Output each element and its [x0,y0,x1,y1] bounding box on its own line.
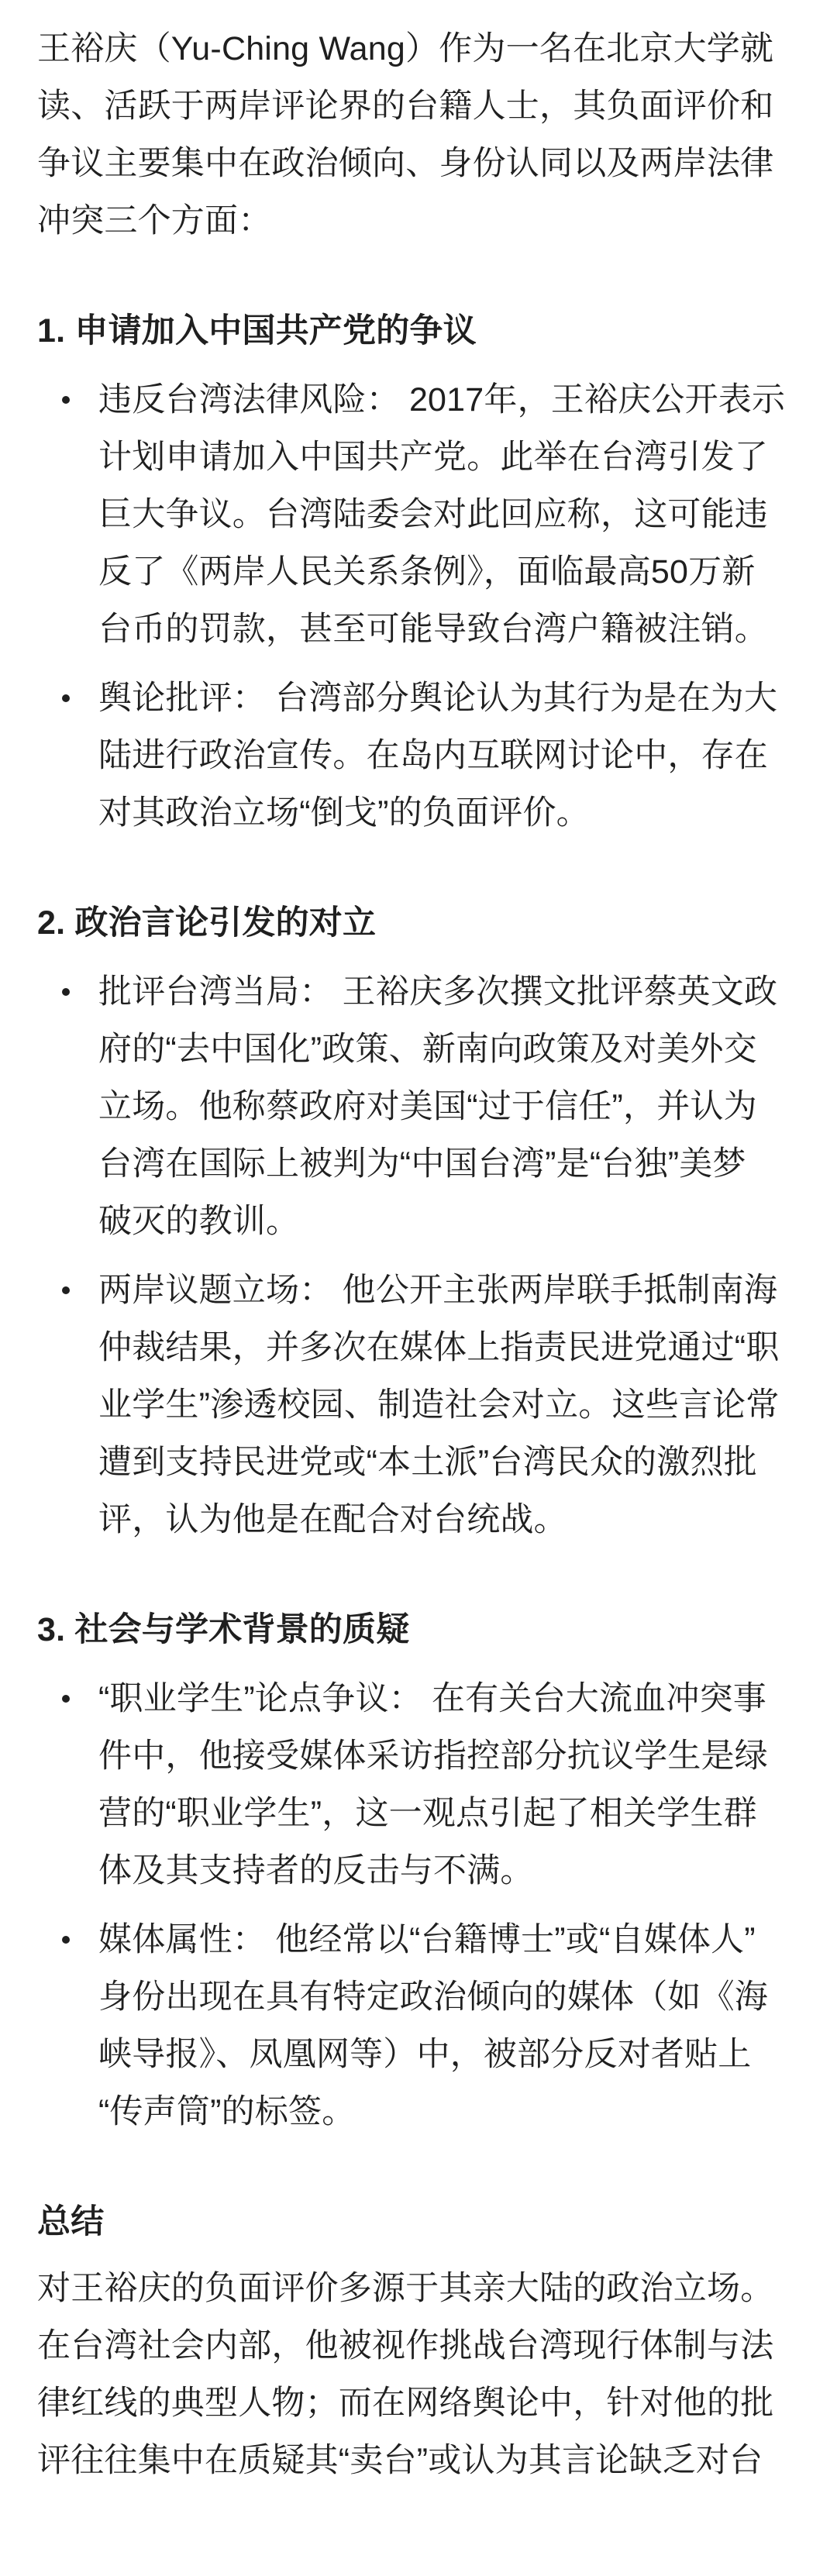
response-document [37,20,812,2489]
text-line: 台湾在国际上被判为“中国台湾”是“台独”美梦 [98,1145,746,1183]
text-line: 冲突三个方面： [37,202,272,239]
list-item [37,670,812,842]
section-3 [37,1601,812,2140]
text-line: 读、活跃于两岸评论界的台籍人士，其负面评价和 [37,88,774,125]
text-line: 对王裕庆的负面评价多源于其亲大陆的政治立场。 [37,2270,774,2307]
intro-paragraph [37,20,812,250]
text-line: 反了《两岸人民关系条例》，面临最高50万新 [98,553,756,591]
text-line: 台币的罚款，甚至可能导致台湾户籍被注销。 [98,611,768,648]
list-item [37,1911,812,2140]
section-2 [37,894,812,1548]
text-line: 违反台湾法律风险： 2017年，王裕庆公开表示 [98,381,786,418]
text-line: 舆论批评： 台湾部分舆论认为其行为是在为大 [98,680,778,717]
text-line: 件中，他接受媒体采访指控部分抗议学生是绿 [98,1737,768,1775]
section-heading: 3. 社会与学术背景的质疑 [37,1611,410,1648]
text-line: 营的“职业学生”，这一观点引起了相关学生群 [98,1795,757,1832]
text-line: 巨大争议。台湾陆委会对此回应称，这可能违 [98,496,768,533]
text-line: 评，认为他是在配合对台统战。 [98,1501,567,1538]
bottom-fade [0,2483,837,2576]
text-line: “职业学生”论点争议： 在有关台大流血冲突事 [98,1680,766,1717]
text-line: 媒体属性： 他经常以“台籍博士”或“自媒体人” [98,1921,756,1958]
list-item [37,963,812,1250]
list-item [37,371,812,658]
section-heading: 2. 政治言论引发的对立 [37,904,377,942]
text-line: 破灭的教训。 [98,1203,300,1240]
text-line: “传声筒”的标签。 [98,2093,356,2130]
text-line: 对其政治立场“倒戈”的负面评价。 [98,794,590,832]
section-1 [37,302,812,842]
list-item [37,1262,812,1548]
section-heading: 1. 申请加入中国共产党的争议 [37,312,477,350]
text-line: 身份出现在具有特定政治倾向的媒体（如《海 [98,1978,768,2016]
bullet-dot-icon [62,988,70,996]
text-line: 府的“去中国化”政策、新南向政策及对美外交 [98,1031,757,1068]
bullet-dot-icon [62,1286,70,1294]
text-line: 立场。他称蔡政府对美国“过于信任”，并认为 [98,1088,757,1125]
text-line: 遭到支持民进党或“本土派”台湾民众的激烈批 [98,1444,757,1481]
text-line: 在台湾社会内部，他被视作挑战台湾现行体制与法 [37,2327,774,2364]
text-line: 争议主要集中在政治倾向、身份认同以及两岸法律 [37,145,774,182]
list-item [37,1670,812,1899]
sections [37,302,812,2140]
text-line: 王裕庆（Yu-Ching Wang）作为一名在北京大学就 [37,30,774,67]
text-line: 评往往集中在质疑其“卖台”或认为其言论缺乏对台 [37,2442,763,2479]
summary-paragraph [37,2260,812,2489]
text-line: 计划申请加入中国共产党。此举在台湾引发了 [98,439,768,476]
text-line: 业学生”渗透校园、制造社会对立。这些言论常 [98,1386,780,1424]
summary-heading: 总结 [37,2203,105,2240]
text-line: 批评台湾当局： 王裕庆多次撰文批评蔡英文政 [98,973,778,1011]
bullet-dot-icon [62,694,70,702]
bullet-dot-icon [62,1936,70,1944]
bullet-dot-icon [62,396,70,404]
text-line: 仲裁结果，并多次在媒体上指责民进党通过“职 [98,1329,780,1366]
text-line: 两岸议题立场： 他公开主张两岸联手抵制南海 [98,1272,778,1309]
bullet-dot-icon [62,1695,70,1703]
text-line: 体及其支持者的反击与不满。 [98,1852,534,1889]
text-line: 律红线的典型人物；而在网络舆论中，针对他的批 [37,2385,774,2422]
text-line: 峡导报》、凤凰网等）中，被部分反对者贴上 [98,2036,752,2073]
text-line: 陆进行政治宣传。在岛内互联网讨论中，存在 [98,737,768,774]
